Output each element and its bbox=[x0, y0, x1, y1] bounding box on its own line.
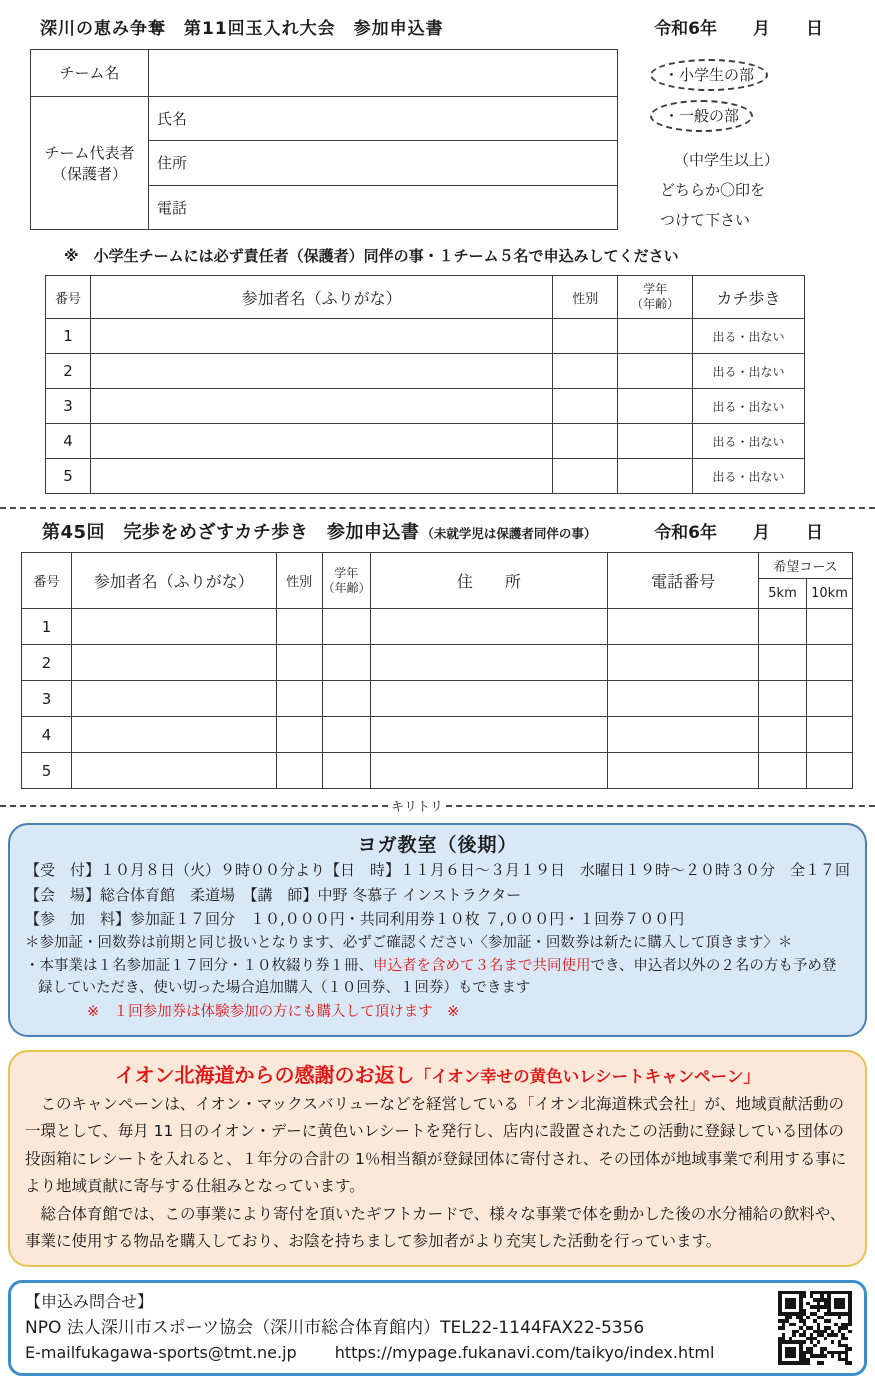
tamaire-date bbox=[654, 14, 823, 39]
input-cell bbox=[618, 389, 693, 424]
col-address: 住 所 bbox=[370, 553, 608, 609]
yoga-note-2-pre: ・本事業は１名参加証１７回分・１０枚綴り券１冊、 bbox=[25, 958, 373, 975]
contact-box bbox=[8, 1280, 867, 1376]
col-number: 番号 bbox=[22, 553, 72, 609]
table-row bbox=[22, 609, 853, 645]
input-cell bbox=[608, 609, 759, 645]
rep-name-field: 氏名 bbox=[149, 96, 618, 140]
yoga-info-box bbox=[8, 823, 867, 1037]
input-cell bbox=[608, 681, 759, 717]
input-cell bbox=[553, 319, 618, 354]
cut-line-left bbox=[0, 805, 388, 807]
date-month: 月 bbox=[753, 19, 770, 39]
rep-address-field: 住所 bbox=[149, 141, 618, 185]
row-number: 1 bbox=[46, 319, 91, 354]
yoga-reception-line: 【受 付】１０月８日（火）９時００分より【日 時】１１月６日～３月１９日 水曜日１９時～２０時３０分 全１７回 bbox=[25, 861, 851, 879]
input-cell bbox=[71, 645, 276, 681]
input-cell bbox=[71, 609, 276, 645]
aeon-title-sub: 「イオン幸せの黄色いレシートキャンペーン」 bbox=[414, 1066, 760, 1086]
input-cell bbox=[553, 389, 618, 424]
input-cell bbox=[90, 354, 552, 389]
input-cell bbox=[276, 609, 322, 645]
input-cell bbox=[553, 354, 618, 389]
row-number: 5 bbox=[46, 459, 91, 494]
table-row bbox=[31, 50, 618, 97]
input-cell bbox=[322, 645, 370, 681]
yoga-note-3: ※ １回参加券は体験参加の方にも購入して頂けます ※ bbox=[87, 1003, 460, 1020]
table-header-row bbox=[22, 553, 853, 579]
team-name-input bbox=[149, 50, 618, 97]
table-row bbox=[46, 354, 805, 389]
table-row bbox=[31, 96, 618, 140]
input-cell bbox=[759, 609, 807, 645]
table-row bbox=[22, 717, 853, 753]
col-grade-line2: （年齢） bbox=[631, 297, 680, 311]
rep-phone-field: 電話 bbox=[149, 185, 618, 229]
input-cell bbox=[370, 681, 608, 717]
kachi-choice: 出る・出ない bbox=[693, 424, 805, 459]
input-cell bbox=[276, 753, 322, 789]
col-gender: 性別 bbox=[276, 553, 322, 609]
table-row bbox=[22, 753, 853, 789]
input-cell bbox=[322, 681, 370, 717]
yoga-venue-line: 【会 場】総合体育館 柔道場 【講 師】中野 冬慕子 インストラクター bbox=[25, 885, 522, 904]
date-day: 日 bbox=[806, 19, 823, 39]
input-cell bbox=[806, 645, 852, 681]
input-cell bbox=[322, 717, 370, 753]
col-grade-line1: 学年 bbox=[334, 565, 359, 580]
yoga-title: ヨガ教室（後期） bbox=[357, 834, 518, 856]
division-note-1: （中学生以上） bbox=[674, 151, 780, 169]
row-number: 4 bbox=[46, 424, 91, 459]
input-cell bbox=[553, 459, 618, 494]
input-cell bbox=[370, 609, 608, 645]
input-cell bbox=[618, 459, 693, 494]
kachiaruki-header bbox=[0, 509, 875, 544]
date-day: 日 bbox=[806, 523, 823, 543]
col-10km: 10km bbox=[806, 579, 852, 609]
input-cell bbox=[370, 645, 608, 681]
yoga-note-2-post: でき、申込者以外の２名の方も予め登録していただき、使い切った場合追加購入（１０回券、１回券）もできます bbox=[38, 958, 837, 996]
input-cell bbox=[759, 645, 807, 681]
aeon-campaign-box bbox=[8, 1050, 867, 1267]
row-number: 4 bbox=[22, 717, 72, 753]
input-cell bbox=[370, 717, 608, 753]
input-cell bbox=[276, 681, 322, 717]
division-select-panel bbox=[650, 49, 870, 230]
col-grade-line2: （年齢） bbox=[322, 580, 371, 595]
input-cell bbox=[90, 389, 552, 424]
team-form-table bbox=[30, 49, 618, 230]
input-cell bbox=[90, 319, 552, 354]
yoga-note-2-red: 申込者を含めて３名まで共同使用 bbox=[373, 958, 591, 975]
cut-line-right bbox=[446, 805, 875, 807]
division-note-2: どちらか〇印を bbox=[660, 181, 766, 199]
kachiaruki-title-note: （未就学児は保護者同伴の事） bbox=[421, 526, 597, 541]
row-number: 3 bbox=[22, 681, 72, 717]
date-era: 令和6年 bbox=[654, 523, 717, 543]
input-cell bbox=[90, 459, 552, 494]
col-course: 希望コース bbox=[759, 553, 853, 579]
col-number: 番号 bbox=[46, 276, 91, 319]
representative-label-line2: （保護者） bbox=[51, 164, 127, 183]
table-header-row bbox=[46, 276, 805, 319]
input-cell bbox=[608, 645, 759, 681]
kachiaruki-date bbox=[654, 518, 823, 543]
input-cell bbox=[90, 424, 552, 459]
kachiaruki-title: 第45回 完歩をめざすカチ歩き 参加申込書 bbox=[42, 522, 420, 543]
row-number: 1 bbox=[22, 609, 72, 645]
col-kachiaruki: カチ歩き bbox=[693, 276, 805, 319]
kachi-choice: 出る・出ない bbox=[693, 389, 805, 424]
date-month: 月 bbox=[753, 523, 770, 543]
input-cell bbox=[759, 717, 807, 753]
row-number: 2 bbox=[46, 354, 91, 389]
table-row bbox=[22, 645, 853, 681]
division-option-elementary: ・小学生の部 bbox=[650, 59, 768, 91]
aeon-paragraph-1: このキャンペーンは、イオン・マックスバリューなどを経営している「イオン北海道株式会社」が、地域貢献活動の一環として、毎月 11 日のイオン・デーに黄色いレシートを発行し、店内に設置されたこの活動に登録している団体の投函箱にレシートを入れると、１年分の合計の 1％相当額が登録団体に寄付され、その団体が地域事業で利用する事により地域貢献に寄与する仕組みとなっています。 bbox=[25, 1094, 847, 1196]
input-cell bbox=[608, 717, 759, 753]
table-row bbox=[46, 424, 805, 459]
date-era: 令和6年 bbox=[654, 19, 717, 39]
col-5km: 5km bbox=[759, 579, 807, 609]
input-cell bbox=[370, 753, 608, 789]
input-cell bbox=[608, 753, 759, 789]
input-cell bbox=[759, 753, 807, 789]
col-gender: 性別 bbox=[553, 276, 618, 319]
input-cell bbox=[806, 681, 852, 717]
input-cell bbox=[618, 424, 693, 459]
input-cell bbox=[276, 717, 322, 753]
contact-text bbox=[25, 1290, 778, 1366]
col-grade bbox=[322, 553, 370, 609]
input-cell bbox=[806, 717, 852, 753]
input-cell bbox=[71, 681, 276, 717]
input-cell bbox=[71, 753, 276, 789]
input-cell bbox=[618, 319, 693, 354]
input-cell bbox=[806, 609, 852, 645]
input-cell bbox=[276, 645, 322, 681]
input-cell bbox=[322, 753, 370, 789]
col-participant-name: 参加者名（ふりがな） bbox=[71, 553, 276, 609]
division-option-general: ・一般の部 bbox=[650, 100, 753, 132]
contact-org-line: NPO 法人深川市スポーツ協会（深川市総合体育館内）TEL22-1144FAX22-5356 bbox=[25, 1317, 645, 1338]
cut-line bbox=[0, 796, 875, 815]
row-number: 3 bbox=[46, 389, 91, 424]
table-row bbox=[46, 389, 805, 424]
representative-label bbox=[31, 96, 149, 229]
team-form-block bbox=[30, 49, 875, 230]
input-cell bbox=[322, 609, 370, 645]
qr-code bbox=[778, 1291, 852, 1365]
table-row bbox=[46, 319, 805, 354]
kachi-choice: 出る・出ない bbox=[693, 319, 805, 354]
input-cell bbox=[759, 681, 807, 717]
col-participant-name: 参加者名（ふりがな） bbox=[90, 276, 552, 319]
aeon-paragraph-2: 総合体育館では、この事業により寄付を頂いたギフトカードで、様々な事業で体を動かした後の水分補給の飲料や、事業に使用する物品を購入しており、お陰を持ちまして参加者がより充実した活動を行っています。 bbox=[25, 1204, 846, 1251]
aeon-title-main: イオン北海道からの感謝のお返し bbox=[115, 1062, 415, 1087]
input-cell bbox=[553, 424, 618, 459]
contact-email[interactable]: E-mailfukagawa-sports@tmt.ne.jp bbox=[25, 1343, 297, 1363]
row-number: 5 bbox=[22, 753, 72, 789]
input-cell bbox=[806, 753, 852, 789]
col-grade-line1: 学年 bbox=[643, 282, 668, 296]
tamaire-notice: ※ 小学生チームには必ず責任者（保護者）同伴の事・１チーム５名で申込みしてください bbox=[64, 247, 679, 265]
division-note-3: つけて下さい bbox=[660, 211, 751, 229]
aeon-title bbox=[25, 1059, 850, 1088]
yoga-fee-line: 【参 加 料】参加証１７回分 １０,０００円・共同利用券１０枚 ７,０００円・１回券７００円 bbox=[25, 910, 685, 928]
kachi-choice: 出る・出ない bbox=[693, 459, 805, 494]
tamaire-participants-table bbox=[45, 275, 805, 494]
col-grade bbox=[618, 276, 693, 319]
table-row bbox=[22, 681, 853, 717]
table-row bbox=[46, 459, 805, 494]
input-cell bbox=[71, 717, 276, 753]
tamaire-header bbox=[0, 0, 875, 39]
tamaire-title: 深川の恵み争奪 第11回玉入れ大会 参加申込書 bbox=[40, 19, 444, 39]
cut-line-label: キリトリ bbox=[391, 800, 444, 815]
yoga-note-1: ＊参加証・回数券は前期と同じ扱いとなります、必ずご確認ください〈参加証・回数券は新たに購入して頂きます〉＊ bbox=[25, 934, 793, 951]
input-cell bbox=[618, 354, 693, 389]
contact-heading: 【申込み問合せ】 bbox=[25, 1291, 154, 1311]
kachi-choice: 出る・出ない bbox=[693, 354, 805, 389]
team-name-label: チーム名 bbox=[31, 50, 149, 97]
contact-url[interactable]: https://mypage.fukanavi.com/taikyo/index.html bbox=[334, 1343, 715, 1363]
col-phone: 電話番号 bbox=[608, 553, 759, 609]
representative-label-line1: チーム代表者 bbox=[44, 143, 135, 162]
row-number: 2 bbox=[22, 645, 72, 681]
kachiaruki-participants-table bbox=[21, 552, 853, 789]
yoga-note-2 bbox=[25, 956, 850, 1000]
